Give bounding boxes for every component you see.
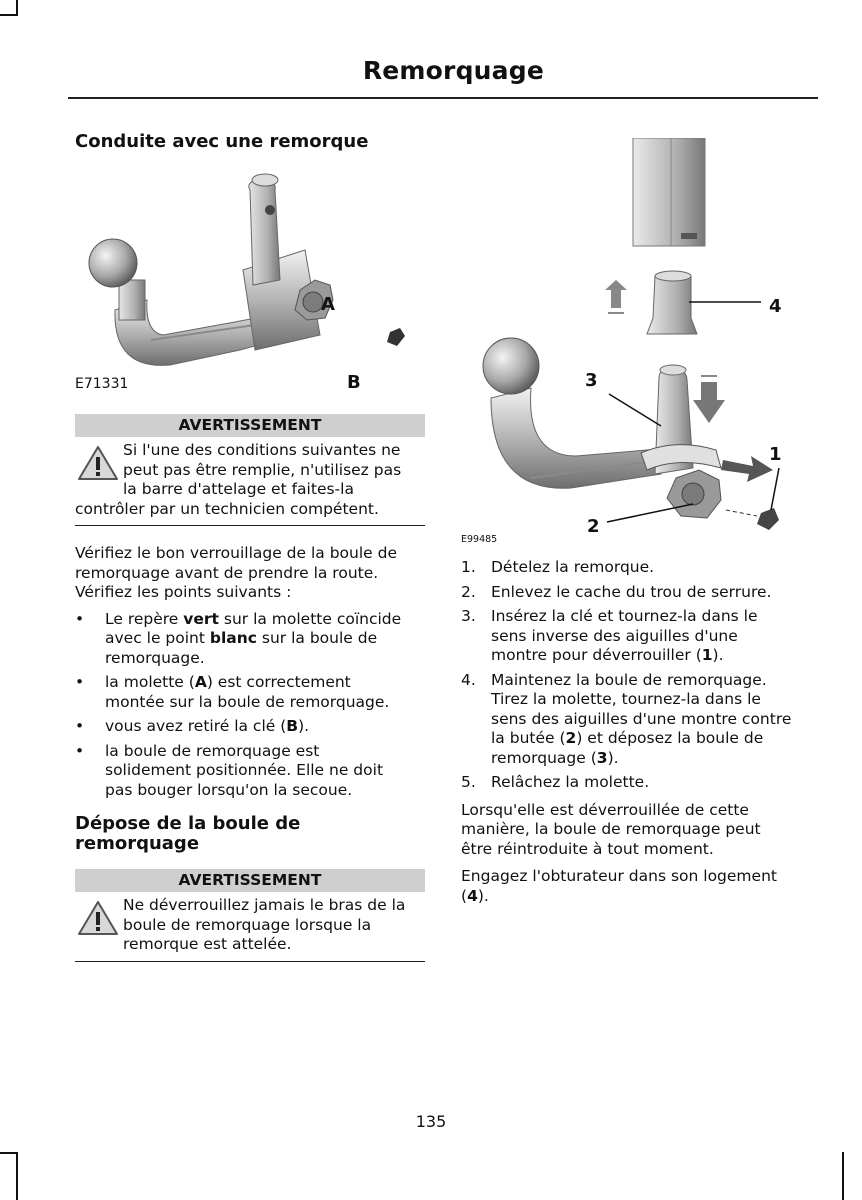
warning-title-1: AVERTISSEMENT (75, 414, 425, 437)
text-segment: ). (712, 646, 724, 664)
callout-4: 4 (769, 296, 782, 317)
check-list-item (75, 742, 425, 801)
text-segment: ( (461, 886, 468, 905)
callout-2: 2 (587, 516, 600, 537)
step-number: 2. (461, 582, 476, 601)
section-heading-removal (75, 814, 425, 854)
bullet-dot-icon: • (75, 717, 85, 735)
step-number: 4. (461, 670, 476, 689)
note-paragraph-2 (461, 867, 817, 906)
check-list-item (75, 717, 425, 737)
tow-ball-illustration (75, 160, 425, 390)
bold-text: 4 (467, 886, 478, 905)
warning-body-2 (75, 892, 425, 962)
text-segment: montre pour déverrouiller ( (491, 646, 702, 664)
callout-1: 1 (769, 444, 782, 465)
warning-body-1 (75, 437, 425, 526)
warning-title-2: AVERTISSEMENT (75, 869, 425, 892)
text-segment: Engagez l'obturateur dans son logement (461, 867, 777, 885)
warning-box-2 (75, 869, 425, 962)
bold-text: B (286, 717, 299, 735)
removal-illustration (461, 138, 817, 548)
text-segment: Maintenez la boule de remorquage. (491, 670, 767, 689)
crop-mark-bottom-right-v (842, 1152, 844, 1200)
text-line (491, 607, 817, 627)
text-line (491, 729, 817, 749)
warning-text-2-line: Ne déverrouillez jamais le bras de la (123, 896, 406, 914)
bold-text: A (194, 673, 207, 691)
section-heading-driving: Conduite avec une remorque (75, 131, 369, 152)
warning-text-2-lines (75, 896, 425, 955)
text-segment: sens inverse des aiguilles d'une (491, 626, 738, 645)
text-line (491, 749, 817, 769)
text-segment: la butée ( (491, 729, 566, 747)
text-segment: solidement positionnée. Elle ne doit (105, 761, 384, 779)
text-segment: sens des aiguilles d'une montre contre (491, 709, 792, 728)
step-number: 1. (461, 558, 476, 576)
figure-tow-ball (75, 160, 425, 390)
text-segment: remorquage ( (491, 748, 597, 767)
removal-steps (461, 558, 817, 793)
warning-text-1-line: la barre d'attelage et faites-la (123, 480, 354, 498)
text-segment: pas bouger lorsqu'on la secoue. (105, 780, 353, 799)
step-item (461, 773, 817, 793)
page-title: Remorquage (362, 56, 544, 85)
text-segment: la molette ( (105, 673, 195, 691)
text-line (491, 627, 817, 647)
text-segment: ). (607, 748, 619, 767)
callout-3: 3 (585, 370, 598, 391)
intro-line: Vérifiez le bon verrouillage de la boule de (75, 544, 398, 562)
text-line (105, 610, 425, 630)
bold-text: 1 (701, 646, 713, 664)
figure-code-right: E99485 (461, 534, 498, 545)
text-line (461, 887, 817, 907)
warning-text-2-line: remorque est attelée. (123, 935, 292, 953)
figure-removal (461, 138, 817, 548)
warning-triangle-icon (77, 900, 119, 936)
step-number: 3. (461, 607, 476, 625)
text-line (105, 742, 425, 762)
text-line (105, 673, 425, 693)
text-line (491, 690, 817, 710)
figure-label-b: B (347, 372, 361, 390)
text-segment: Relâchez la molette. (491, 773, 650, 791)
note-line: manière, la boule de remorquage peut (461, 820, 761, 838)
crop-mark-top-left-v (16, 0, 18, 14)
text-line (105, 717, 425, 737)
text-segment: ) et déposez la boule de (576, 729, 764, 747)
text-segment: sur la molette coïncide (218, 609, 402, 628)
text-segment: montée sur la boule de remorquage. (105, 692, 390, 711)
text-segment: remorquage. (105, 648, 205, 667)
text-segment: avec le point (105, 629, 210, 647)
text-segment: ). (298, 717, 310, 735)
check-list-item (75, 610, 425, 669)
text-line (491, 558, 817, 578)
step-item (461, 607, 817, 666)
text-segment: la boule de remorquage est (105, 741, 320, 760)
page-number: 135 (415, 1112, 447, 1131)
text-line (491, 773, 817, 793)
text-line (105, 629, 425, 649)
text-segment: Insérez la clé et tournez-la dans le (491, 607, 758, 625)
text-segment: Le repère (105, 609, 184, 628)
section-heading-removal-line: Dépose de la boule de (75, 813, 301, 834)
text-segment: ) est correctement (206, 673, 351, 691)
text-line (105, 649, 425, 669)
crop-mark-top-left-h (0, 14, 18, 16)
note-line: être réintroduite à tout moment. (461, 839, 714, 858)
warning-text-1-lines (75, 441, 425, 500)
text-segment: Tirez la molette, tournez-la dans le (491, 690, 761, 708)
right-column (461, 138, 817, 906)
crop-mark-bottom-left-v (16, 1152, 18, 1200)
text-line (105, 781, 425, 801)
intro-line: Vérifiez les points suivants : (75, 583, 292, 601)
warning-box-1 (75, 414, 425, 526)
check-list-item (75, 673, 425, 712)
title-rule (68, 97, 818, 99)
warning-text-2-line: boule de remorquage lorsque la (123, 915, 372, 934)
bold-text: 2 (565, 729, 577, 747)
note-line: Lorsqu'elle est déverrouillée de cette (461, 800, 749, 819)
step-item (461, 671, 817, 769)
intro-line: remorquage avant de prendre la route. (75, 563, 379, 582)
text-segment: vous avez retiré la clé ( (105, 717, 287, 735)
text-segment: sur la boule de (256, 629, 378, 647)
left-column (75, 132, 425, 962)
step-item (461, 558, 817, 578)
text-line (461, 867, 817, 887)
text-segment: Dételez la remorque. (491, 558, 655, 576)
text-line (491, 583, 817, 603)
step-item (461, 583, 817, 603)
figure-label-a: A (321, 294, 335, 315)
text-line (491, 671, 817, 691)
text-line (491, 646, 817, 666)
section-heading-removal-line: remorquage (75, 833, 200, 854)
step-number: 5. (461, 773, 476, 791)
text-line (105, 761, 425, 781)
warning-text-1-line: contrôler par un technicien compétent. (75, 499, 379, 518)
note-paragraph-1 (461, 801, 817, 860)
bold-text: blanc (209, 629, 257, 647)
intro-paragraph (75, 544, 425, 603)
figure-code-left: E71331 (75, 376, 129, 390)
text-line (105, 693, 425, 713)
bullet-dot-icon: • (75, 609, 85, 628)
text-segment: ). (477, 886, 489, 905)
bold-text: 3 (596, 748, 608, 767)
text-segment: Enlevez le cache du trou de serrure. (491, 582, 772, 601)
warning-text-1-line: peut pas être remplie, n'utilisez pas (123, 460, 402, 479)
bullet-dot-icon: • (75, 741, 85, 760)
text-line (491, 710, 817, 730)
warning-triangle-icon (77, 445, 119, 481)
check-list (75, 610, 425, 801)
bullet-dot-icon: • (75, 673, 85, 691)
warning-text-1-line: Si l'une des conditions suivantes ne (123, 441, 401, 459)
bold-text: vert (183, 609, 219, 628)
